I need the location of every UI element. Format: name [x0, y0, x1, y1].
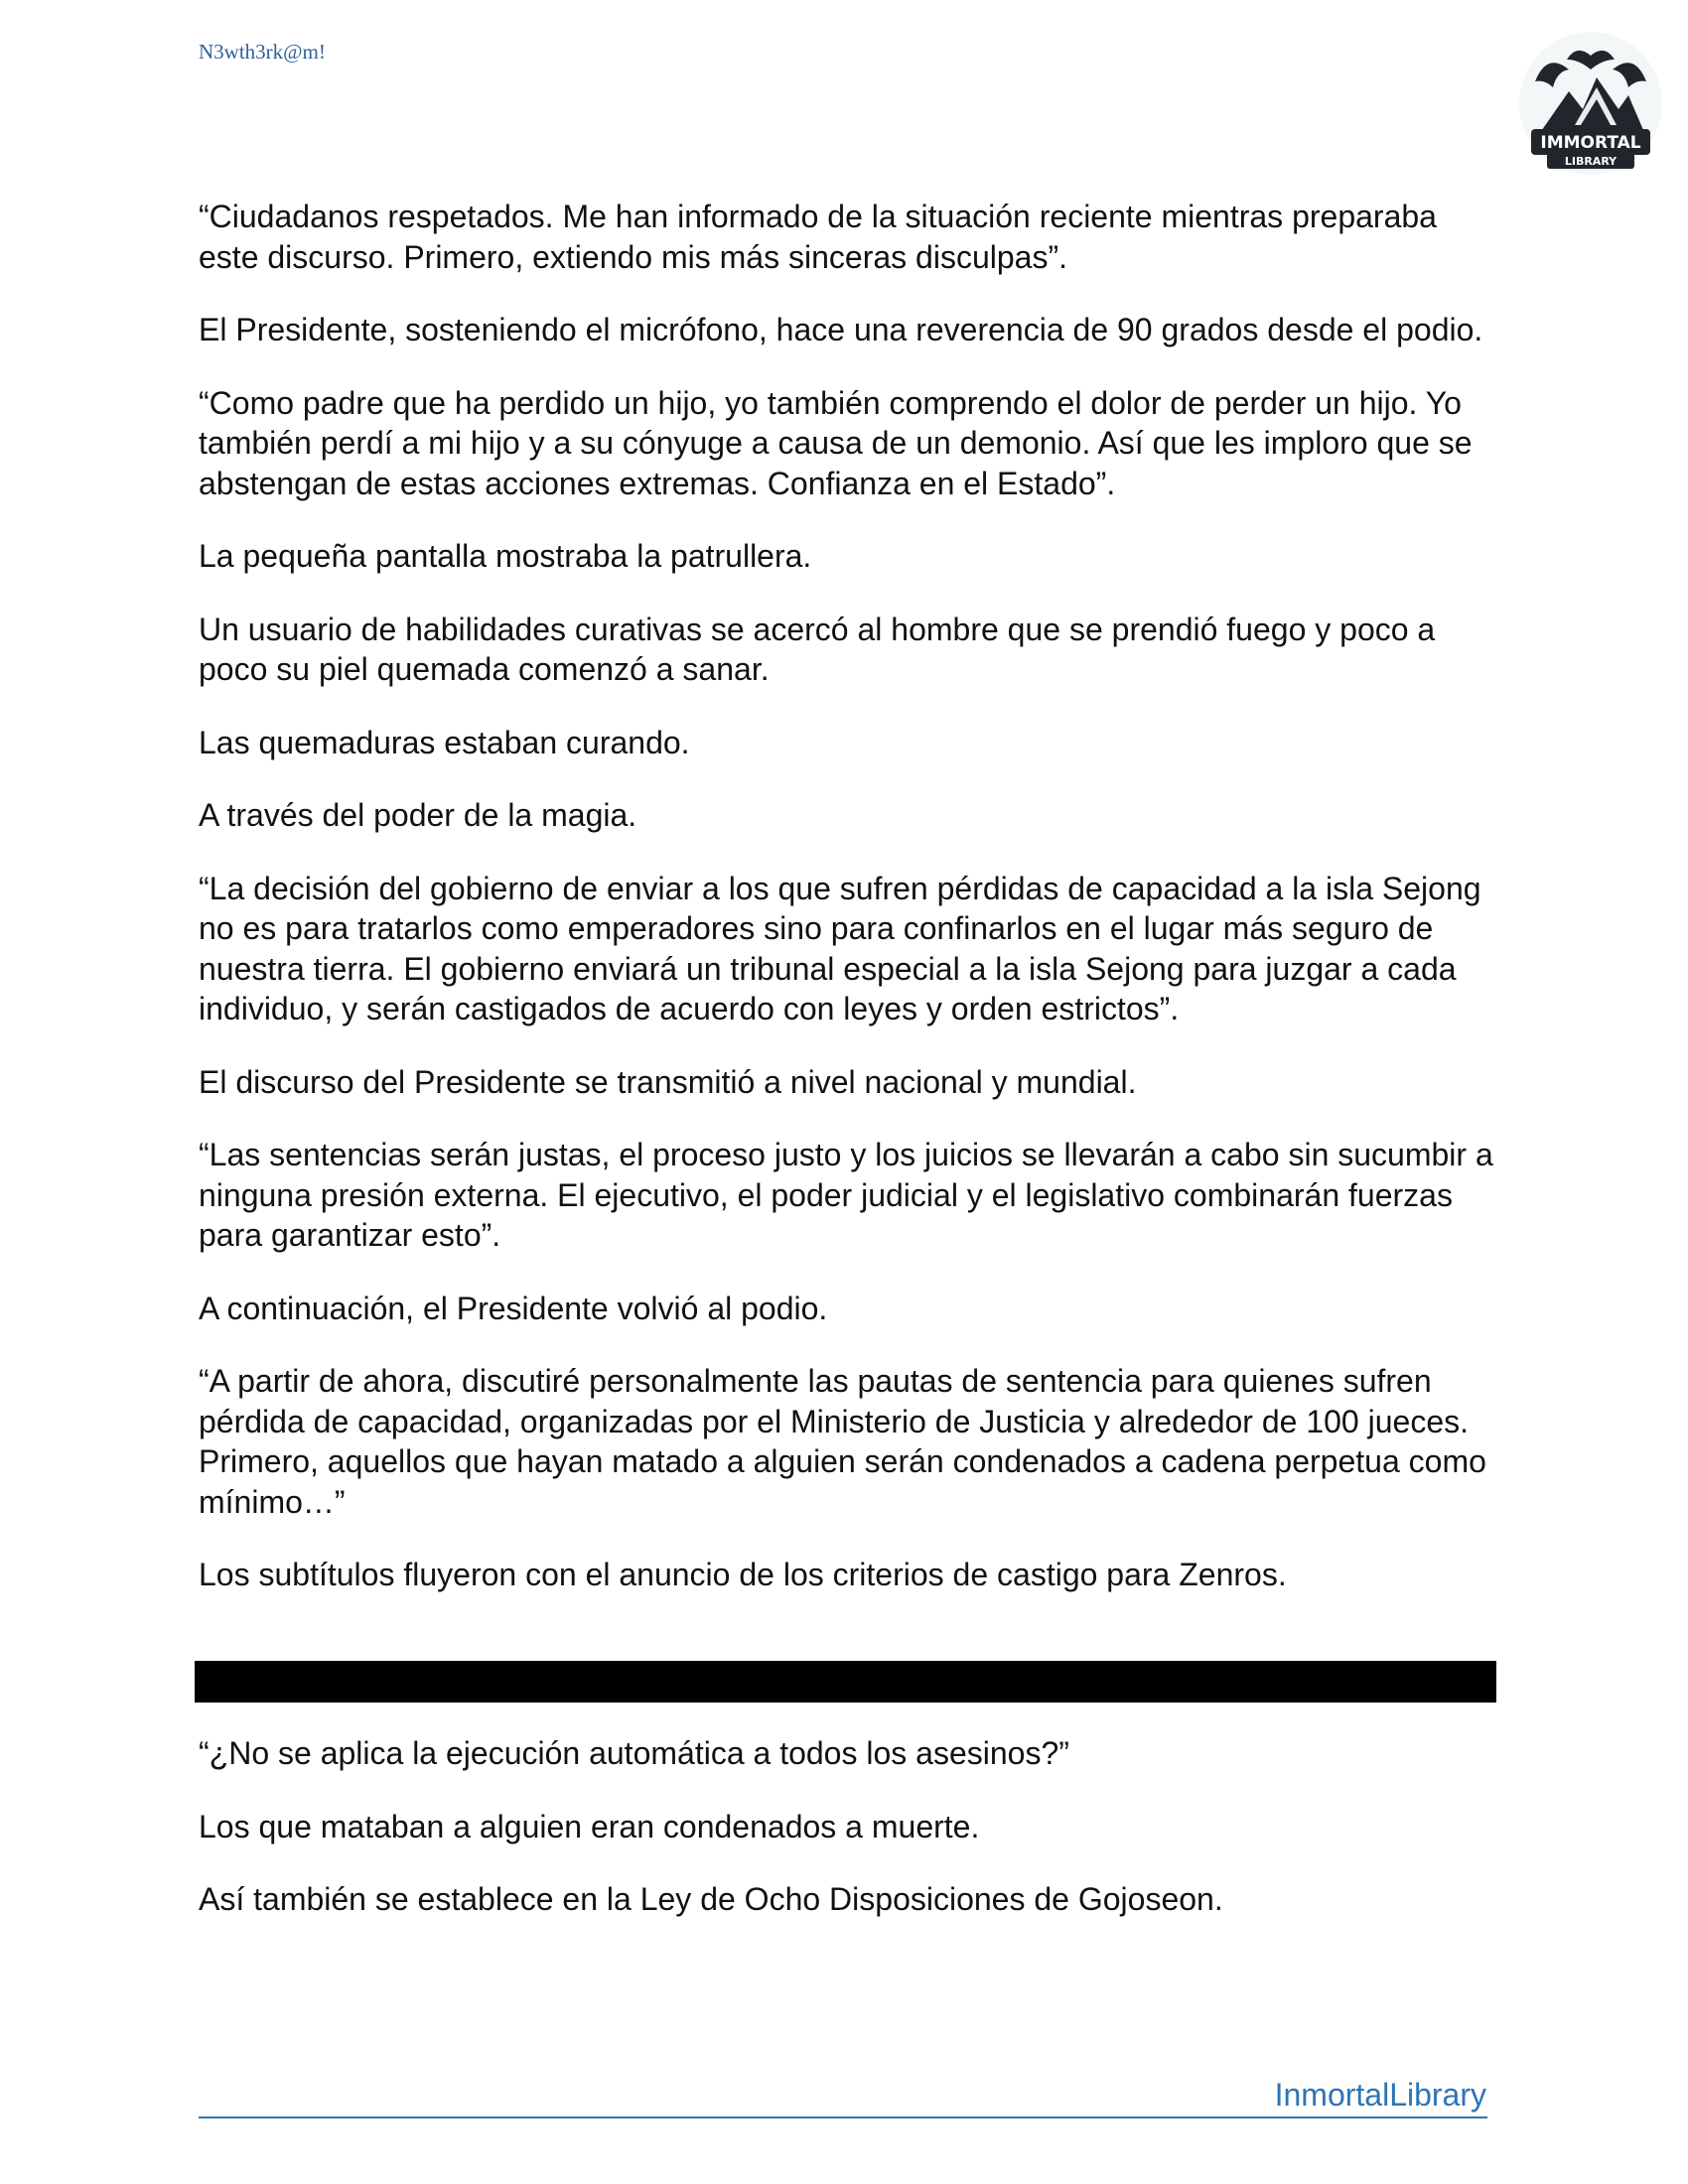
paragraph: “¿No se aplica la ejecución automática a todos los asesinos?” — [199, 1735, 1069, 1771]
paragraph: Las quemaduras estaban curando. — [199, 724, 690, 760]
paragraph: A continuación, el Presidente volvió al podio. — [199, 1290, 828, 1326]
paragraph: Un usuario de habilidades curativas se acercó al hombre que se prendió fuego y poco a poco su piel quemada comenzó a sanar. — [199, 611, 1436, 687]
paragraph: “Las sentencias serán justas, el proceso justo y los juicios se llevarán a cabo sin sucumbir a ninguna presión externa. El ejecutivo, el poder judicial y el legislativo combinarán fuerzas para garantizar esto”. — [199, 1137, 1493, 1253]
logo-text-top: IMMORTAL — [1540, 133, 1641, 153]
paragraph: “Como padre que ha perdido un hijo, yo también comprendo el dolor de perder un hijo. Yo también perdí a mi hijo y a su cónyuge a causa de un demonio. Así que les imploro que se abstengan de estas acciones extremas. Confianza en el Estado”. — [199, 384, 1473, 501]
footer-rule — [199, 2116, 1487, 2118]
paragraph: El discurso del Presidente se transmitió a nivel nacional y mundial. — [199, 1063, 1137, 1100]
paragraph: “La decisión del gobierno de enviar a los que sufren pérdidas de capacidad a la isla Sejong no es para tratarlos como emperadores sino para confinarlos en el lugar más seguro de nuestra tierra. El gobierno enviará un tribunal especial a la isla Sejong para juzgar a cada individuo, y serán castigados de acuerdo con leyes y orden estrictos”. — [199, 870, 1481, 1026]
body-text-continued — [199, 1733, 1499, 1953]
paragraph: “Ciudadanos respetados. Me han informado de la situación reciente mientras preparaba este discurso. Primero, extiendo mis más sinceras disculpas”. — [199, 199, 1437, 275]
immortal-library-logo — [1517, 30, 1664, 177]
paragraph: La pequeña pantalla mostraba la patrullera. — [199, 538, 812, 574]
paragraph: A través del poder de la magia. — [199, 797, 637, 833]
paragraph: “A partir de ahora, discutiré personalmente las pautas de sentencia para quienes sufren pérdida de capacidad, organizadas por el Ministerio de Justicia y alrededor de 100 jueces. Primero, aquellos que hayan matado a alguien serán condenados a cadena perpetua como mínimo…” — [199, 1363, 1486, 1520]
paragraph: El Presidente, sosteniendo el micrófono, hace una reverencia de 90 grados desde el podio. — [199, 312, 1483, 347]
paragraph: Los que mataban a alguien eran condenados a muerte. — [199, 1808, 980, 1844]
section-divider-bar — [195, 1661, 1496, 1703]
body-text — [199, 197, 1499, 1628]
logo-text-bottom: LIBRARY — [1564, 155, 1618, 168]
paragraph: Así también se establece en la Ley de Ocho Disposiciones de Gojoseon. — [199, 1881, 1223, 1917]
header-watermark: N3wth3rk@m! — [199, 40, 326, 64]
paragraph: Los subtítulos fluyeron con el anuncio de los criterios de castigo para Zenros. — [199, 1557, 1287, 1592]
footer-library-link[interactable]: InmortalLibrary — [1274, 2077, 1486, 2113]
